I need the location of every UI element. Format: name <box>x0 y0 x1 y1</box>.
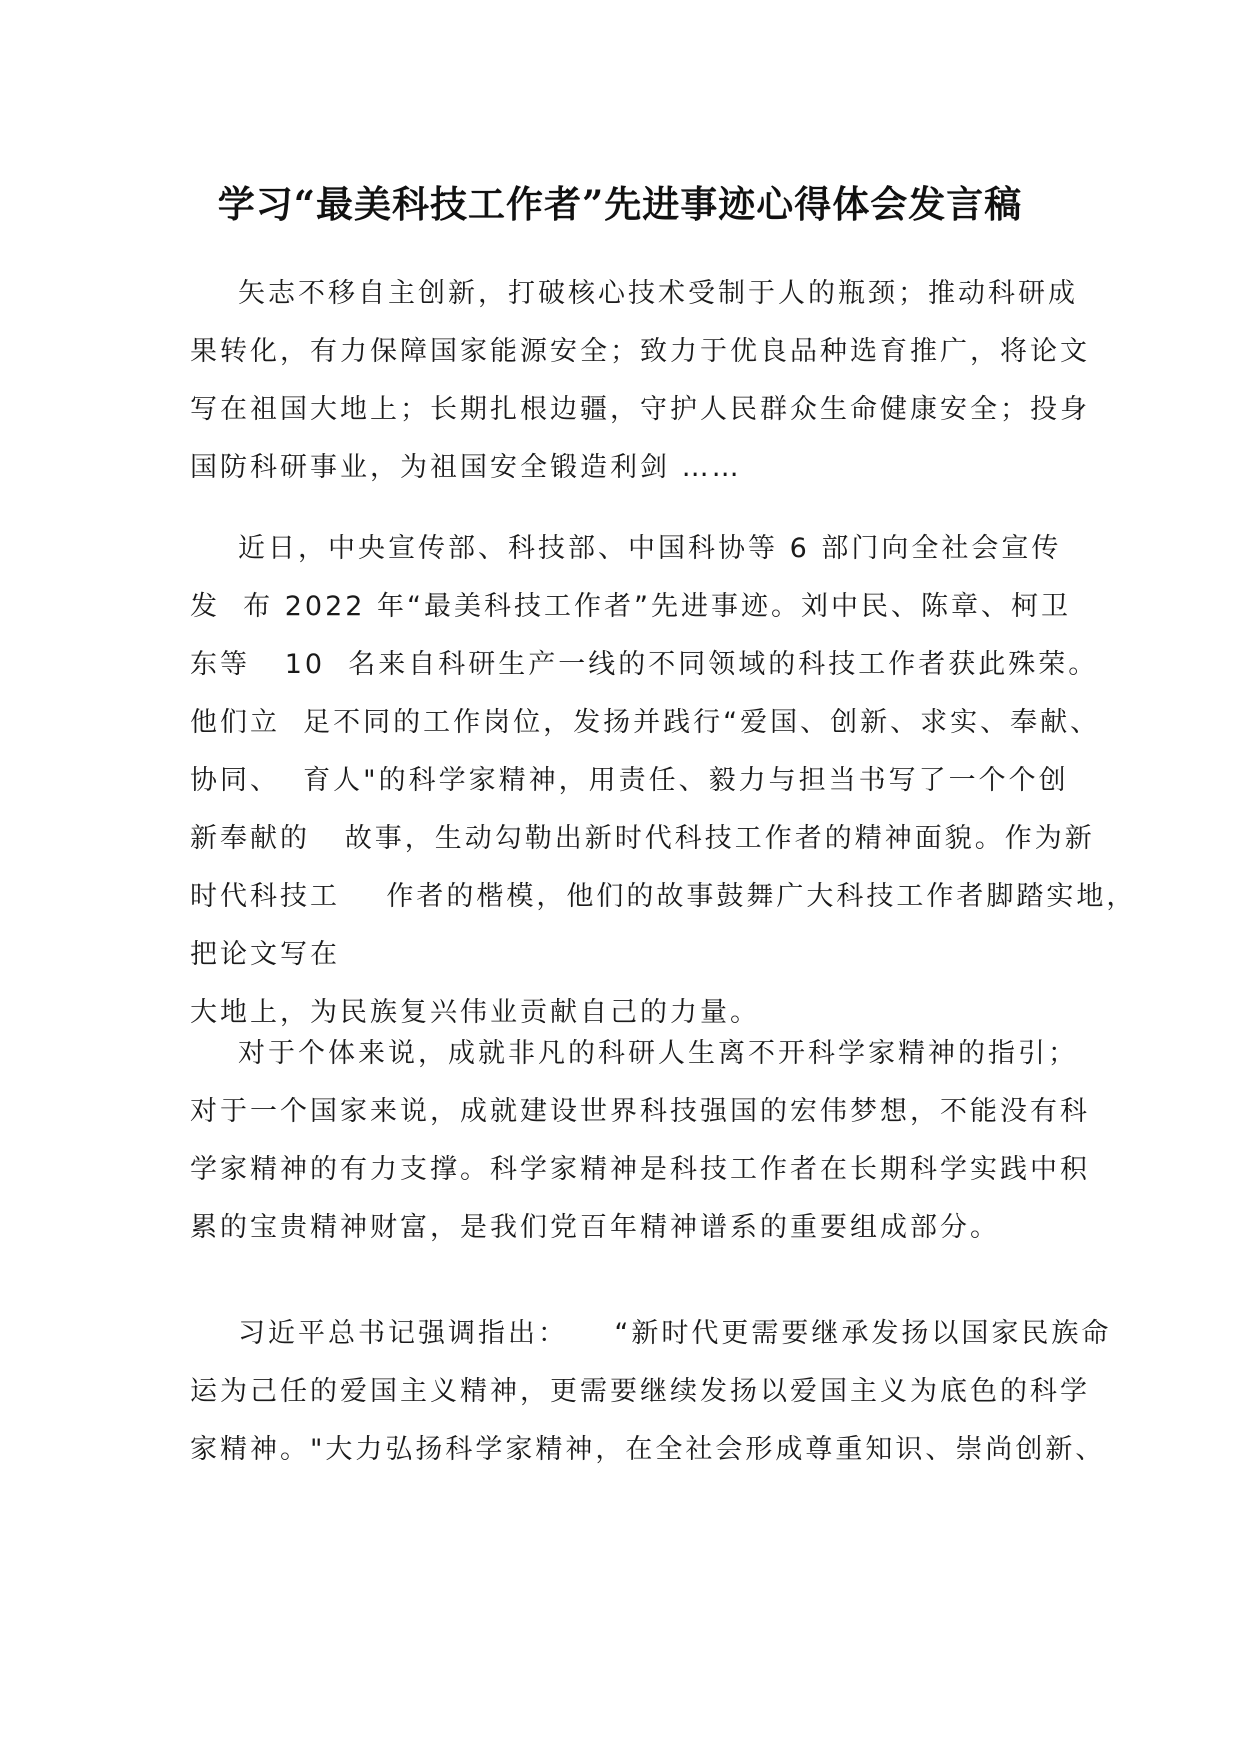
paragraph-line: 协同、 育人"的科学家精神，用责任、毅力与担当书写了一个个创 <box>190 765 1069 796</box>
paragraph-line: 累的宝贵精神财富，是我们党百年精神谱系的重要组成部分。 <box>190 1212 1000 1243</box>
paragraph-line: 习近平总书记强调指出： “新时代更需要继承发扬以国家民族命 <box>238 1318 1112 1349</box>
document-title: 学习“最美科技工作者”先进事迹心得体会发言稿 <box>217 182 1023 226</box>
paragraph-line: 近日，中央宣传部、科技部、中国科协等 6 部门向全社会宣传 <box>238 533 1062 564</box>
paragraph-line: 发 布 2022 年“最美科技工作者”先进事迹。刘中民、陈章、柯卫 <box>190 591 1072 622</box>
paragraph-line: 写在祖国大地上；长期扎根边疆，守护人民群众生命健康安全；投身 <box>190 394 1090 425</box>
paragraph-line: 把论文写在 <box>190 939 340 970</box>
paragraph-line: 对于一个国家来说，成就建设世界科技强国的宏伟梦想，不能没有科 <box>190 1096 1090 1127</box>
paragraph-1 <box>190 265 1090 497</box>
paragraph-line: 他们立 足不同的工作岗位，发扬并践行“爱国、创新、求实、奉献、 <box>190 707 1101 738</box>
paragraph-3 <box>190 1025 1090 1257</box>
paragraph-line: 东等 10 名来自科研生产一线的不同领域的科技工作者获此殊荣。 <box>190 649 1099 680</box>
paragraph-line: 家精神。"大力弘扬科学家精神，在全社会形成尊重知识、崇尚创新、 <box>190 1434 1106 1465</box>
paragraph-line: 新奉献的 故事，生动勾勒出新时代科技工作者的精神面貌。作为新 <box>190 823 1095 854</box>
paragraph-line: 大地上，为民族复兴伟业贡献自己的力量。 <box>190 997 760 1028</box>
paragraph-line: 学家精神的有力支撑。科学家精神是科技工作者在长期科学实践中积 <box>190 1154 1090 1185</box>
paragraph-line: 时代科技工 作者的楷模，他们的故事鼓舞广大科技工作者脚踏实地， <box>190 881 1137 912</box>
paragraph-line: 果转化，有力保障国家能源安全；致力于优良品种选育推广，将论文 <box>190 336 1090 367</box>
paragraph-line: 对于个体来说，成就非凡的科研人生离不开科学家精神的指引； <box>238 1038 1078 1069</box>
paragraph-line: 国防科研事业，为祖国安全锻造利剑 …… <box>190 452 742 483</box>
paragraph-line: 矢志不移自主创新，打破核心技术受制于人的瓶颈；推动科研成 <box>238 278 1078 309</box>
paragraph-4 <box>190 1305 1112 1479</box>
paragraph-line: 运为己任的爱国主义精神，更需要继续发扬以爱国主义为底色的科学 <box>190 1376 1090 1407</box>
paragraph-2 <box>190 520 1137 1042</box>
